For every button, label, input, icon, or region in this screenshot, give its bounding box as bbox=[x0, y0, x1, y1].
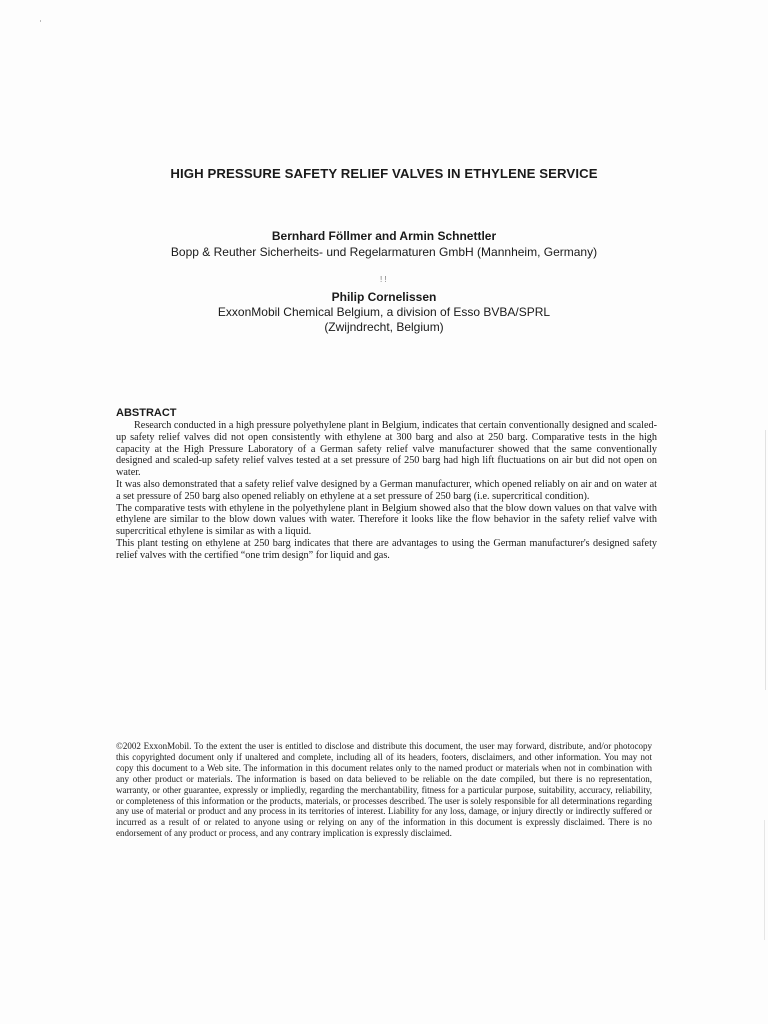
abstract-paragraph: The comparative tests with ethylene in the polyethylene plant in Belgium showed also that the blow down values on that valve with ethylene are similar to the blow down values with water. Therefore it looks like the flow behavior in the safety relief valve with supercritical ethylene is similar as with a liquid. bbox=[116, 502, 657, 538]
author-names: Bernhard Föllmer and Armin Schnettler bbox=[271, 229, 497, 243]
abstract-heading: ABSTRACT bbox=[116, 407, 177, 419]
author-block-primary bbox=[0, 228, 768, 260]
author-affiliation-line2: (Zwijndrecht, Belgium) bbox=[324, 320, 444, 334]
author-name: Philip Cornelissen bbox=[331, 290, 437, 304]
abstract-paragraph: It was also demonstrated that a safety relief valve designed by a German manufacturer, which opened reliably on air and on water at a set pressure of 250 barg also opened reliably on ethylene at a set pressure of 250 barg (i.e. supercritical condition). bbox=[116, 478, 657, 502]
author-affiliation: Bopp & Reuther Sicherheits- und Regelarmaturen GmbH (Mannheim, Germany) bbox=[170, 245, 598, 259]
scan-mark: ! ! bbox=[380, 275, 387, 284]
abstract-paragraph: This plant testing on ethylene at 250 barg indicates that there are advantages to using the German manufacturer's designed safety relief valves with the certified “one trim design” for liquid and gas. bbox=[116, 537, 657, 561]
scan-artifact bbox=[764, 820, 765, 940]
author-affiliation-line1: ExxonMobil Chemical Belgium, a division of Esso BVBA/SPRL bbox=[217, 305, 551, 319]
author-block-secondary bbox=[0, 290, 768, 335]
abstract-paragraph: Research conducted in a high pressure polyethylene plant in Belgium, indicates that certain conventionally designed and scaled-up safety relief valves did not open consistently with ethylene at 300 barg and also at 250 barg. Comparative tests in the high capacity at the High Pressure Laboratory of a German safety relief valve manufacturer showed that the same conventionally designed and scaled-up safety relief valves tested at a set pressure of 250 barg had high lift fluctuations on air but did not open on water. bbox=[116, 420, 657, 479]
scan-artifact bbox=[765, 430, 766, 690]
abstract-body bbox=[116, 420, 657, 562]
scan-artifact bbox=[40, 20, 41, 22]
paper-title: HIGH PRESSURE SAFETY RELIEF VALVES IN ETHYLENE SERVICE bbox=[170, 166, 598, 181]
copyright-notice: ©2002 ExxonMobil. To the extent the user is entitled to disclose and distribute this document, the user may forward, distribute, and/or photocopy this copyrighted document only if unaltered and complete, including all of its headers, footers, disclaimers, and other information. You may not copy this document to a Web site. The information in this document relates only to the named product or materials when not in combination with any other product or materials. The information is based on data believed to be reliable on the date compiled, but there is no representation, warranty, or other guarantee, expressly or impliedly, regarding the merchantability, fitness for a particular purpose, suitability, accuracy, reliability, or completeness of this information or the products, materials, or processes described. The user is solely responsible for all determinations regarding any use of material or product and any process in its territories of interest. Liability for any loss, damage, or injury directly or indirectly suffered or incurred as a result of or related to anyone using or relying on any of the information in this document is expressly disclaimed. There is no endorsement of any product or process, and any contrary implication is expressly disclaimed. bbox=[116, 741, 652, 839]
